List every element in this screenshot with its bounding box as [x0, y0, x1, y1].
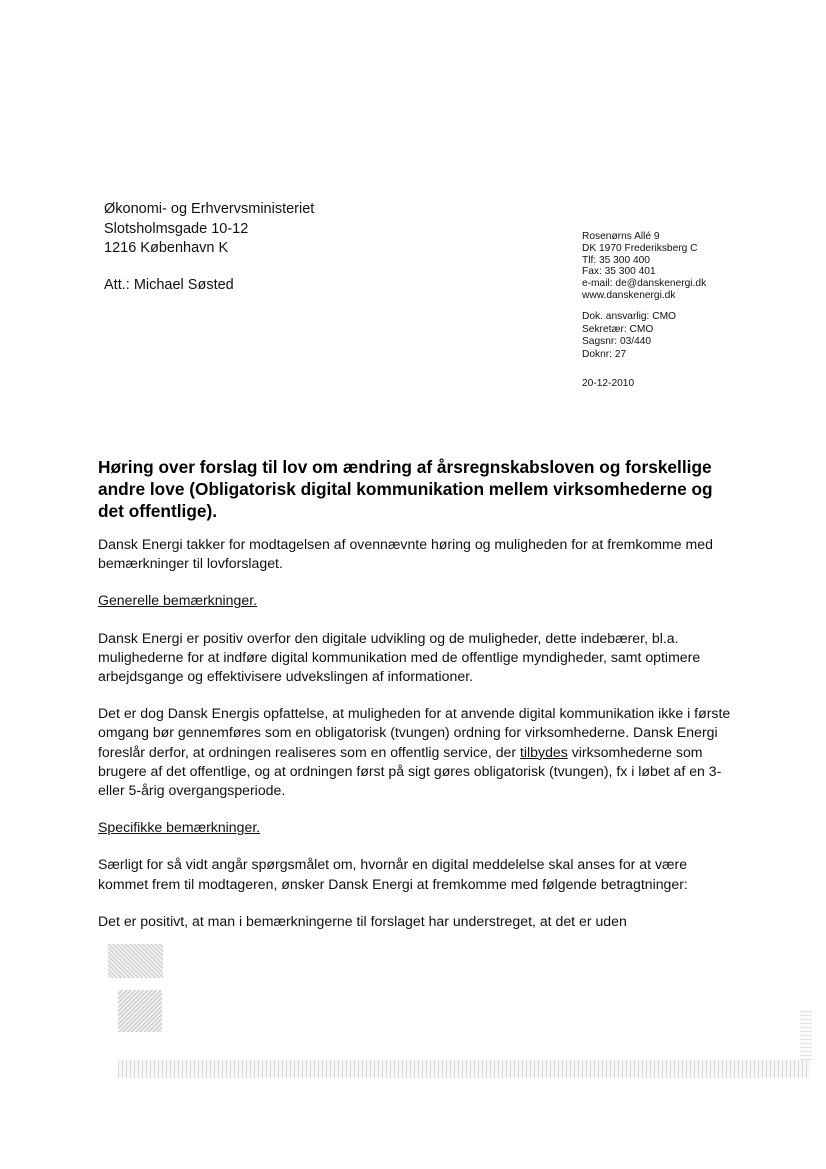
sender-web: www.danskenergi.dk	[582, 289, 676, 301]
doc-secretary: Sekretær: CMO	[582, 323, 654, 335]
general-paragraph-2-start: Det er dog Dansk Energis opfattelse, at muligheden for at anvende digital kommunikation ikke i første omgang bør gennemføres som en obligatorisk (tvungen) ordning for virksomhederne. Dansk Energi foreslår derfor, at ordningen realiseres som en offentlig service, der	[98, 705, 731, 760]
scan-artifact	[118, 990, 162, 1032]
general-paragraph-2	[98, 704, 738, 800]
sender-city: DK 1970 Frederiksberg C	[582, 242, 698, 254]
general-paragraph-1: Dansk Energi er positiv overfor den digitale udvikling og de muligheder, dette indebærer, bl.a. mulighederne for at indføre digital kommunikation med de offentlige myndigheder, samt optimere arbejdsgange og effektivisere udvekslingen af informationer.	[98, 629, 701, 685]
general-paragraph-2-end: virksomhederne som brugere af det offentlige, og at ordningen først på sigt gøres obligatorisk (tvungen), fx i løbet af en 3- eller 5-årig overgangsperiode.	[98, 743, 722, 799]
recipient-street: Slotsholmsgade 10-12	[104, 220, 249, 237]
specific-paragraph-2: Det er positivt, at man i bemærkningerne til forslaget har understreget, at det er uden	[98, 912, 627, 929]
sender-address	[582, 231, 706, 302]
scan-artifact	[108, 944, 163, 978]
document-info	[582, 311, 676, 361]
general-heading: Generelle bemærkninger.	[98, 592, 258, 609]
sender-phone: Tlf: 35 300 400	[582, 254, 650, 266]
sender-email: e-mail: de@danskenergi.dk	[582, 278, 707, 290]
letter-title: Høring over forslag til lov om ændring af årsregnskabsloven og forskellige andre love (Obligatorisk digital kommunikation mellem virksomhederne og det offentlige).	[98, 457, 713, 521]
doc-number: Doknr: 27	[582, 348, 627, 360]
underlined-word: tilbydes	[520, 743, 568, 760]
recipient-attention: Att.: Michael Søsted	[104, 277, 234, 293]
doc-case-number: Sagsnr: 03/440	[582, 336, 652, 348]
letter-body	[98, 535, 738, 931]
scan-artifact	[800, 1010, 812, 1060]
intro-paragraph: Dansk Energi takker for modtagelsen af ovennævnte høring og muligheden for at fremkomme med bemærkninger til lovforslaget.	[98, 536, 713, 572]
recipient-name: Økonomi- og Erhvervsministeriet	[104, 201, 315, 217]
sender-street: Rosenørns Allé 9	[582, 231, 660, 242]
specific-paragraph-1: Særligt for så vidt angår spørgsmålet om, hvornår en digital meddelelse skal anses for at være kommet frem til modtageren, ønsker Dansk Energi at fremkomme med følgende betragtninger:	[98, 856, 688, 892]
sender-fax: Fax: 35 300 401	[582, 266, 656, 278]
specific-heading: Specifikke bemærkninger.	[98, 819, 261, 836]
recipient-address	[104, 200, 314, 259]
doc-responsible: Dok. ansvarlig: CMO	[582, 311, 676, 322]
scan-artifact	[118, 1060, 810, 1078]
letter-date: 20-12-2010	[582, 378, 635, 389]
recipient-city: 1216 København K	[104, 240, 229, 256]
